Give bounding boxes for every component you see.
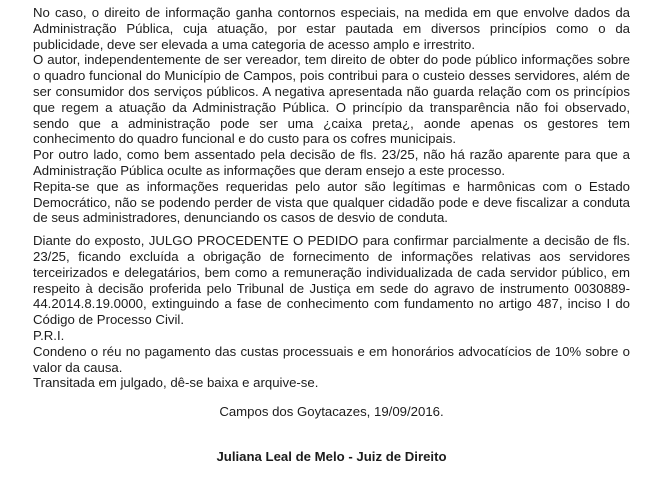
paragraph-information-right: No caso, o direito de informação ganha contornos especiais, na medida em que envolve dados da Administração Pública, cuja atuação, por estar pautada em diversos princípios como o da publicidade, deve ser elevada a uma categoria de acesso amplo e irrestrito.	[33, 5, 630, 52]
paragraph-archive: Transitada em julgado, dê-se baixa e arquive-se.	[33, 375, 319, 391]
paragraph-decision: Diante do exposto, JULGO PROCEDENTE O PEDIDO para confirmar parcialmente a decisão de fls. 23/25, ficando excluída a obrigação de fornecimento de informações relativas aos servidores terceirizados e delegatários, bem como a remuneração individualizada de cada servidor público, em respeito à decisão proferida pelo Tribunal de Justiça em sede do agravo de instrumento 0030889-44.2014.8.19.0000, extinguindo a fase de conhecimento com fundamento no artigo 487, inciso I do Código de Processo Civil.	[33, 233, 630, 328]
paragraph-author-right: O autor, independentemente de ser vereador, tem direito de obter do pode público informações sobre o quadro funcional do Município de Campos, pois contribui para o custeio desses servidores, além de ser consumidor dos serviços públicos. A negativa apresentada não guarda relação com os princípios que regem a atuação da Administração Pública. O princípio da transparência não foi observado, sendo que a administração pode ser uma ¿caixa preta¿, aonde apenas os gestores tem conhecimento do quadro funcional e do custo para os cofres municipais.	[33, 52, 630, 147]
signature-line: Juliana Leal de Melo - Juiz de Direito	[216, 448, 447, 464]
paragraph-legitimate-requests: Repita-se que as informações requeridas pelo autor são legítimas e harmônicas com o Estado Democrático, não se podendo perder de vista que qualquer cidadão pode e deve fiscalizar a conduta de seus administradores, denunciando os casos de desvio de conduta.	[33, 178, 630, 226]
paragraph-no-apparent-reason: Por outro lado, como bem assentado pela decisão de fls. 23/25, não há razão aparente para que a Administração Pública oculte as informações que deram ensejo a este processo.	[33, 147, 630, 178]
paragraph-costs: Condeno o réu no pagamento das custas processuais e em honorários advocatícios de 10% sobre o valor da causa.	[33, 343, 630, 375]
date-line: Campos dos Goytacazes, 19/09/2016.	[219, 404, 444, 420]
paragraph-pri: P.R.I.	[33, 327, 65, 343]
